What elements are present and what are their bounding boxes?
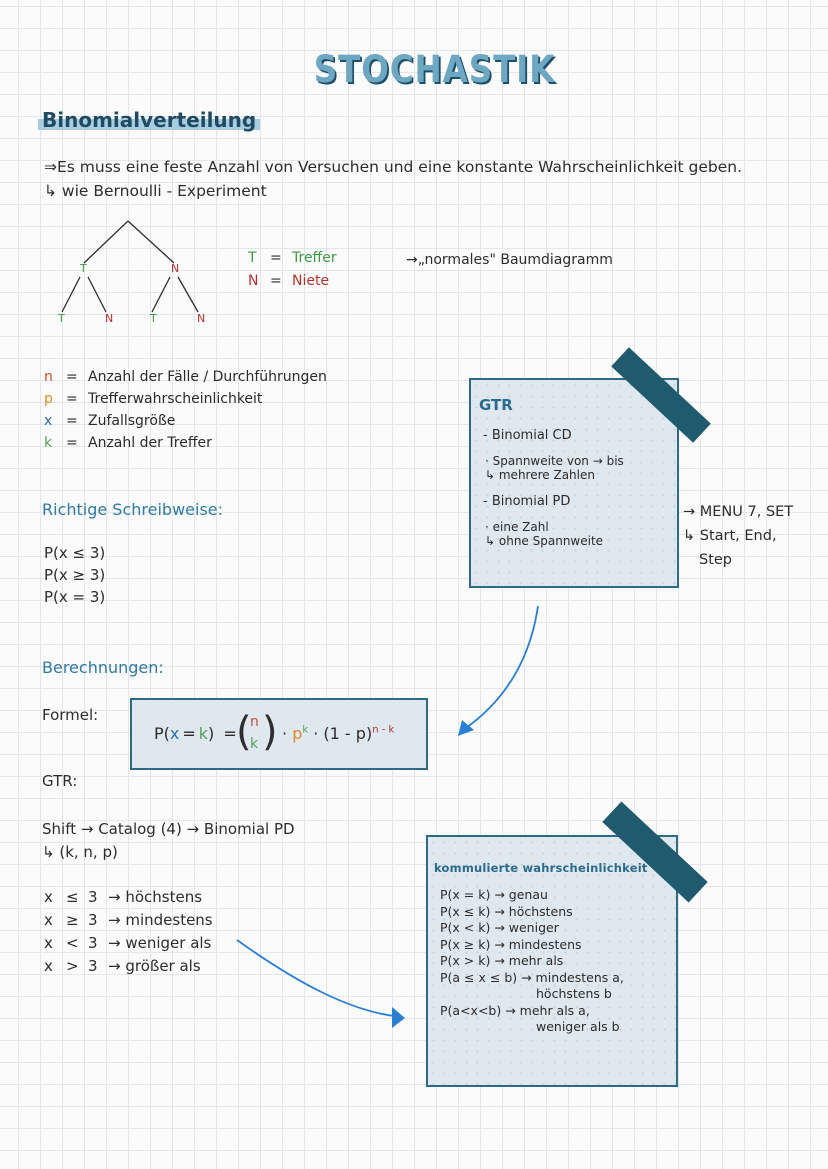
binom-n: n [250, 714, 259, 730]
gtr-menu-line: ↳ Start, End, [683, 528, 777, 544]
binomial-coefficient [236, 706, 278, 762]
cmp-x: x [44, 957, 53, 975]
comparison-row [44, 909, 213, 932]
cmp-op: < [66, 934, 79, 952]
cumulative-line: P(x > k) → mehr als [440, 953, 564, 968]
gtr-args: ↳ (k, n, p) [42, 843, 118, 861]
cumulative-list [440, 887, 624, 1036]
schreibweise-line: P(x ≥ 3) [44, 566, 106, 584]
gtr-item-cd-note: ↳ mehrere Zahlen [485, 468, 595, 482]
formula-eq: = [182, 724, 196, 743]
tree-leaf-n1: N [105, 312, 114, 325]
page-title: STOCHASTIK [313, 48, 556, 91]
cmp-op: ≥ [66, 911, 79, 929]
formula [154, 724, 241, 743]
formula-rhs [282, 724, 394, 743]
cmp-val: 3 [88, 911, 98, 929]
cumulative-card-title: kommulierte wahrscheinlichkeit [434, 861, 648, 875]
gtr-item-cd: - Binomial CD [483, 428, 572, 443]
cmp-val: 3 [88, 888, 98, 906]
cmp-op: ≤ [66, 888, 79, 906]
cmp-desc: → weniger als [108, 934, 212, 952]
gtr-item-pd: - Binomial PD [483, 494, 571, 509]
tree-leaf-t2: T [150, 312, 157, 325]
berechnungen-heading: Berechnungen: [42, 658, 164, 677]
schreibweise-line: P(x = 3) [44, 588, 106, 606]
var-eq: = [66, 369, 78, 385]
gtr-item-pd-detail: · eine Zahl [485, 520, 549, 534]
gtr-item-pd-note: ↳ ohne Spannweite [485, 534, 604, 548]
cumulative-line: P(a ≤ x ≤ b) → mindestens a, [440, 969, 624, 985]
gtr-menu-line: Step [699, 552, 733, 568]
cmp-desc: → größer als [108, 957, 201, 975]
cmp-val: 3 [88, 957, 98, 975]
var-symbol: x [44, 413, 53, 429]
formula-k: k [198, 724, 209, 743]
cumulative-line: höchstens b [536, 986, 612, 1001]
cumulative-line: P(x = k) → genau [440, 887, 548, 902]
formula-factor-exp: n - k [372, 724, 395, 736]
formula-p-var: p [292, 724, 303, 743]
comparison-list [44, 886, 213, 978]
legend-n-eq: = [270, 273, 282, 289]
var-symbol: p [44, 391, 53, 407]
intro-line-2: ↳ wie Bernoulli - Experiment [44, 182, 267, 200]
binom-k: k [250, 736, 259, 752]
cumulative-line: P(x < k) → weniger [440, 920, 559, 935]
var-symbol: n [44, 369, 53, 385]
formula-eq2: = [223, 724, 237, 743]
var-eq: = [66, 391, 78, 407]
cmp-val: 3 [88, 934, 98, 952]
cmp-desc: → höchstens [108, 888, 203, 906]
var-eq: = [66, 435, 78, 451]
formula-x: x [169, 724, 180, 743]
gtr-item-cd-detail: · Spannweite von → bis [485, 454, 624, 468]
var-desc: Zufallsgröße [88, 413, 176, 429]
section-heading: Binomialverteilung [38, 108, 260, 132]
cumulative-line: P(a<x<b) → mehr als a, [440, 1002, 590, 1018]
cumulative-probability-card [426, 835, 678, 1087]
gtr-path: Shift → Catalog (4) → Binomial PD [42, 820, 295, 838]
cmp-op: > [66, 957, 79, 975]
legend-t-eq: = [270, 250, 282, 266]
legend-n-label: Niete [292, 273, 330, 289]
cumulative-line: P(x ≤ k) → höchstens [440, 903, 573, 919]
var-desc: Anzahl der Fälle / Durchführungen [88, 369, 327, 385]
cmp-desc: → mindestens [108, 911, 213, 929]
schreibweise-line: P(x ≤ 3) [44, 544, 106, 562]
cmp-x: x [44, 911, 53, 929]
paren-left: ( [236, 709, 252, 755]
formel-label: Formel: [42, 706, 99, 724]
gtr-menu-line: → MENU 7, SET [683, 504, 794, 520]
schreibweise-heading: Richtige Schreibweise: [42, 500, 224, 519]
var-desc: Anzahl der Treffer [88, 435, 212, 451]
formula-dot: · [313, 724, 319, 743]
formula-p: P( [154, 724, 170, 743]
tree-leaf-t1: T [58, 312, 65, 325]
tree-node-n: N [171, 262, 180, 275]
var-eq: = [66, 413, 78, 429]
gtr-heading: GTR: [42, 772, 78, 790]
cmp-x: x [44, 888, 53, 906]
comparison-row [44, 886, 213, 909]
legend-note: →„normales" Baumdiagramm [406, 252, 613, 268]
legend-t-symbol: T [248, 250, 257, 266]
comparison-row [44, 955, 213, 978]
var-desc: Trefferwahrscheinlichkeit [88, 391, 263, 407]
cumulative-line: weniger als b [536, 1019, 620, 1034]
formula-dot: · [282, 724, 288, 743]
comparison-row [44, 932, 213, 955]
var-symbol: k [44, 435, 53, 451]
formula-close: ) [208, 724, 215, 743]
cumulative-line: P(x ≥ k) → mindestens [440, 936, 582, 952]
formula-p-exp: k [302, 724, 309, 736]
formula-factor: (1 - p) [323, 724, 373, 743]
intro-line-1: ⇒Es muss eine feste Anzahl von Versuchen und eine konstante Wahrscheinlichkeit geben. [44, 158, 743, 176]
gtr-card-title: GTR [479, 396, 513, 414]
paren-right: ) [262, 709, 278, 755]
legend-n-symbol: N [248, 273, 259, 289]
tree-node-t: T [80, 262, 87, 275]
tree-leaf-n2: N [197, 312, 206, 325]
cmp-x: x [44, 934, 53, 952]
legend-t-label: Treffer [292, 250, 337, 266]
formula-box [130, 698, 428, 770]
